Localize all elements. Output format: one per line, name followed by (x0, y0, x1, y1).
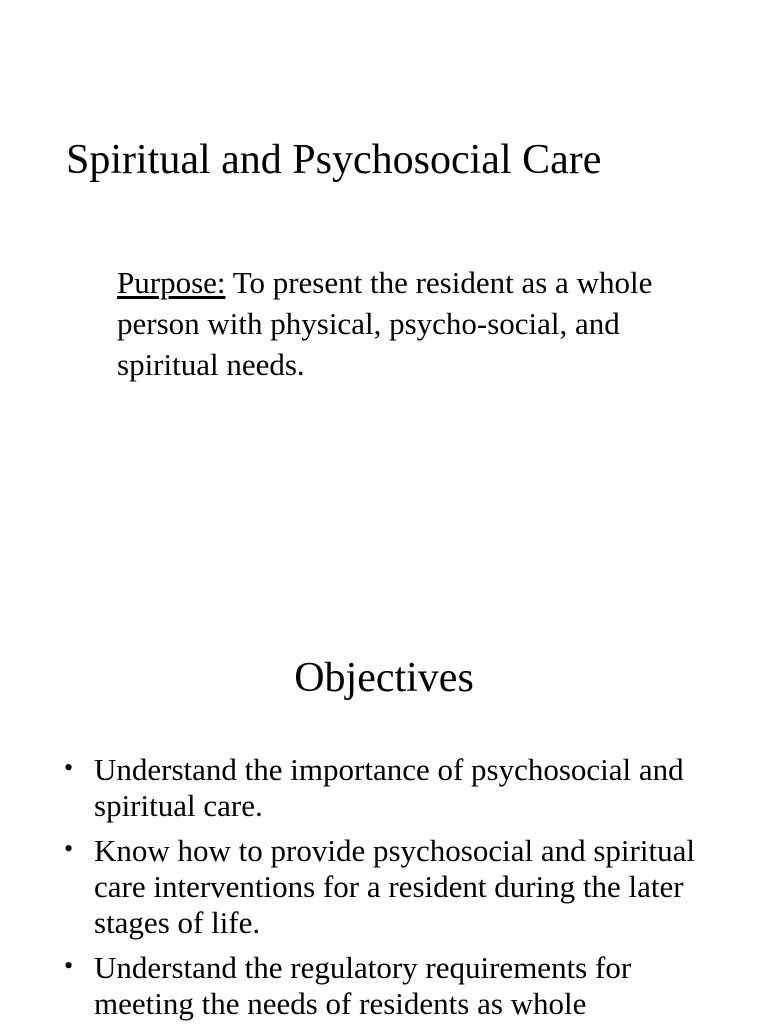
objective-text: Know how to provide psychosocial and spiritual care interventions for a resident during the later stages of life. (94, 833, 695, 940)
bullet-icon: • (64, 834, 74, 863)
bullet-icon: • (64, 753, 74, 782)
purpose-text: To present the resident as a whole person with physical, psycho-social, and spiritual needs. (117, 265, 653, 382)
purpose-label: Purpose: (117, 265, 226, 300)
slide-title: Spiritual and Psychosocial Care (66, 137, 602, 183)
bullet-icon: • (64, 951, 74, 980)
objective-item (60, 950, 720, 1022)
objectives-list (60, 752, 720, 1024)
objective-text: Understand the importance of psychosocial and spiritual care. (94, 752, 684, 823)
objective-item (60, 833, 720, 941)
objectives-heading: Objectives (294, 655, 474, 701)
objective-item (60, 752, 720, 824)
objective-text: Understand the regulatory requirements for meeting the needs of residents as whole (94, 950, 632, 1021)
purpose-paragraph (117, 262, 657, 385)
